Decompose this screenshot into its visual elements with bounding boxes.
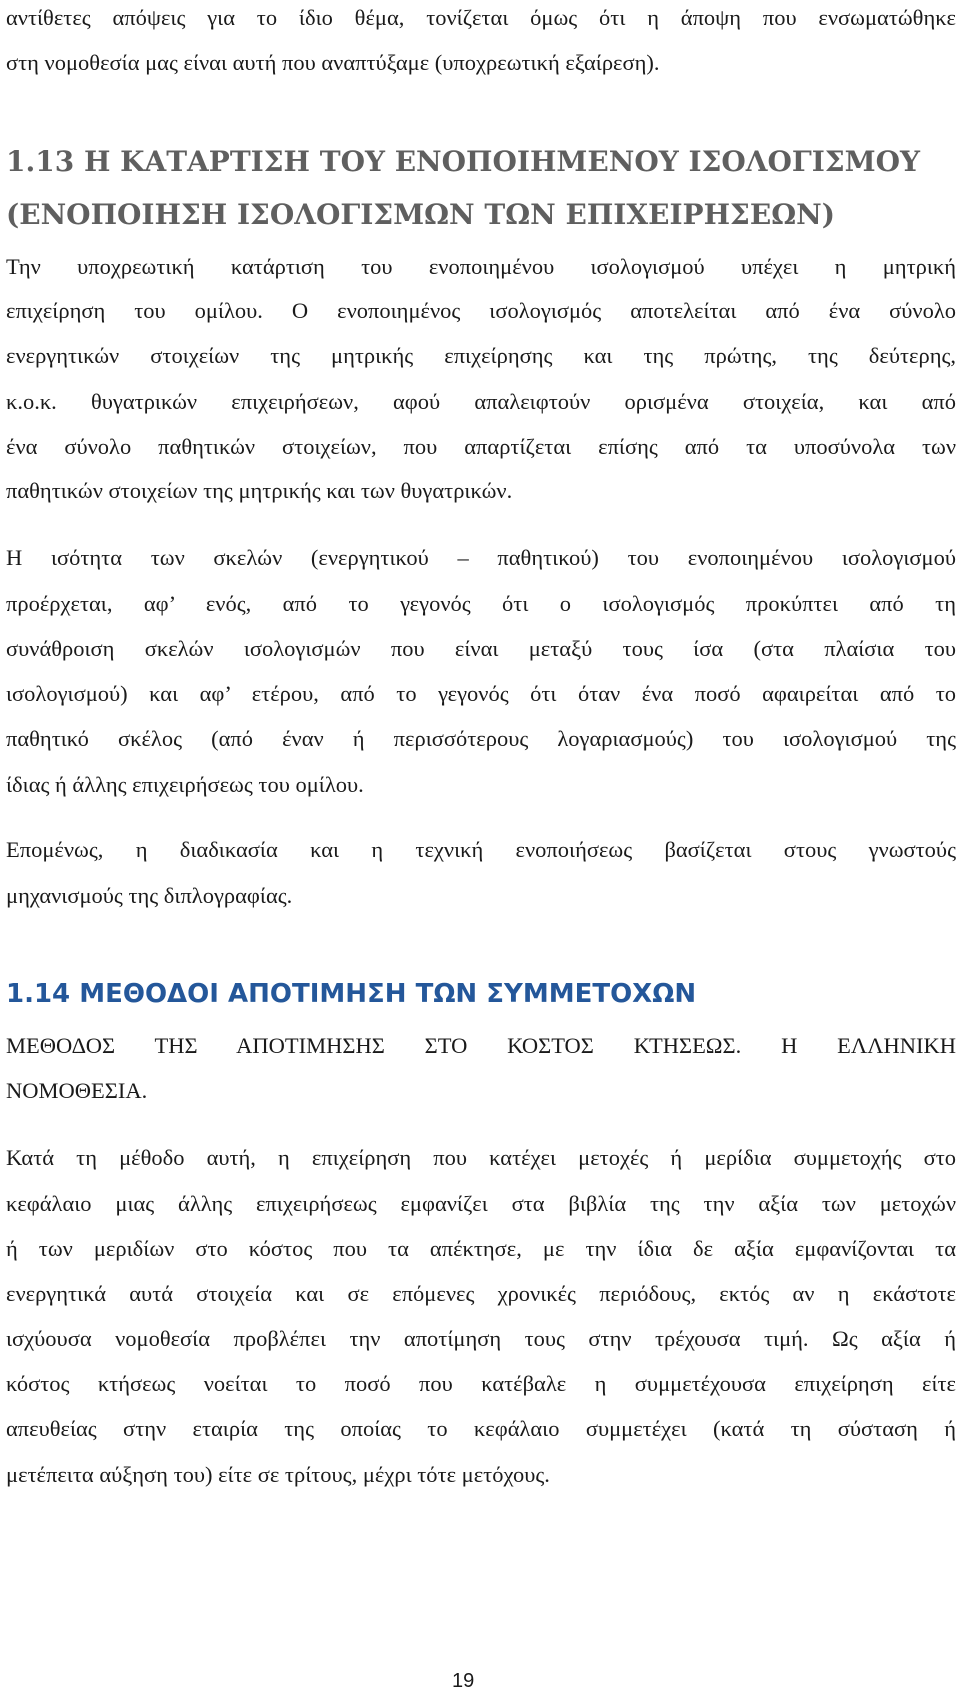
- text-line: παθητικών στοιχείων της μητρικής και των θυγατρικών.: [6, 478, 513, 503]
- text-line: Επομένως, η διαδικασία και η τεχνική ενοποιήσεως βασίζεται στους γνωστούς: [6, 837, 956, 862]
- text-line: αντίθετες απόψεις για το ίδιο θέμα, τονίζεται όμως ότι η άποψη που ενσωματώθηκε: [6, 5, 956, 30]
- section-heading-continued: (ΕΝΟΠΟΙΗΣΗ ΙΣΟΛΟΓΙΣΜΩΝ ΤΩΝ ΕΠΙΧΕΙΡΗΣΕΩΝ): [6, 198, 835, 231]
- text-line: ισχύουσα νομοθεσία προβλέπει την αποτίμηση τους στην τρέχουσα τιμή. Ως αξία ή: [6, 1326, 956, 1351]
- text-line: προέρχεται, αφ’ ενός, από το γεγονός ότι ο ισολογισμός προκύπτει από τη: [6, 591, 956, 616]
- text-line: μετέπειτα αύξηση του) είτε σε τρίτους, μέχρι τότε μετόχους.: [6, 1462, 550, 1487]
- section-subtitle-continued: ΝΟΜΟΘΕΣΙΑ.: [6, 1078, 148, 1103]
- text-line: ή των μεριδίων στο κόστος που τα απέκτησε, με την ίδια δε αξία εμφανίζονται τα: [6, 1236, 956, 1261]
- text-line: απευθείας στην εταιρία της οποίας το κεφάλαιο συμμετέχει (κατά τη σύσταση ή: [6, 1416, 956, 1441]
- page-number: 19: [452, 1670, 475, 1692]
- text-line: Κατά τη μέθοδο αυτή, η επιχείρηση που κατέχει μετοχές ή μερίδια συμμετοχής στο: [6, 1145, 956, 1170]
- text-line: επιχείρηση του ομίλου. Ο ενοποιημένος ισολογισμός αποτελείται από ένα σύνολο: [6, 298, 956, 323]
- document-page: [6, 0, 956, 1693]
- text-line: στη νομοθεσία μας είναι αυτή που αναπτύξαμε (υποχρεωτική εξαίρεση).: [6, 50, 660, 75]
- text-line: ενεργητικών στοιχείων της μητρικής επιχείρησης και της πρώτης, της δεύτερης,: [6, 343, 956, 368]
- text-line: ενεργητικά αυτά στοιχεία και σε επόμενες χρονικές περιόδους, εκτός αν η εκάστοτε: [6, 1281, 956, 1306]
- text-line: Την υποχρεωτική κατάρτιση του ενοποιημένου ισολογισμού υπέχει η μητρική: [6, 254, 956, 279]
- text-line: συνάθροιση σκελών ισολογισμών που είναι μεταξύ τους ίσα (στα πλαίσια του: [6, 636, 956, 661]
- text-line: ίδιας ή άλλης επιχειρήσεως του ομίλου.: [6, 772, 364, 797]
- text-line: Η ισότητα των σκελών (ενεργητικού – παθητικού) του ενοποιημένου ισολογισμού: [6, 545, 956, 570]
- section-subtitle: ΜΕΘΟΔΟΣ ΤΗΣ ΑΠΟΤΙΜΗΣΗΣ ΣΤΟ ΚΟΣΤΟΣ ΚΤΗΣΕΩΣ. Η ΕΛΛΗΝΙΚΗ: [6, 1033, 956, 1058]
- text-line: κ.ο.κ. θυγατρικών επιχειρήσεων, αφού απαλειφτούν ορισμένα στοιχεία, και από: [6, 389, 956, 414]
- text-line: ισολογισμού) και αφ’ ετέρου, από το γεγονός ότι όταν ένα ποσό αφαιρείται από το: [6, 681, 956, 706]
- section-heading: 1.13 Η ΚΑΤΑΡΤΙΣΗ ΤΟΥ ΕΝΟΠΟΙΗΜΕΝΟΥ ΙΣΟΛΟΓΙΣΜΟΥ: [6, 145, 921, 178]
- text-line: ένα σύνολο παθητικών στοιχείων, που απαρτίζεται επίσης από τα υποσύνολα των: [6, 434, 956, 459]
- text-line: κόστος κτήσεως νοείται το ποσό που κατέβαλε η συμμετέχουσα επιχείρηση είτε: [6, 1371, 956, 1396]
- section-heading: 1.14 ΜΕΘΟΔΟΙ ΑΠΟΤΙΜΗΣΗ ΤΩΝ ΣΥΜΜΕΤΟΧΩΝ: [6, 979, 697, 1009]
- text-line: παθητικό σκέλος (από έναν ή περισσότερους λογαριασμούς) του ισολογισμού της: [6, 726, 956, 751]
- text-line: κεφάλαιο μιας άλλης επιχειρήσεως εμφανίζει στα βιβλία της την αξία των μετοχών: [6, 1191, 956, 1216]
- text-line: μηχανισμούς της διπλογραφίας.: [6, 883, 293, 908]
